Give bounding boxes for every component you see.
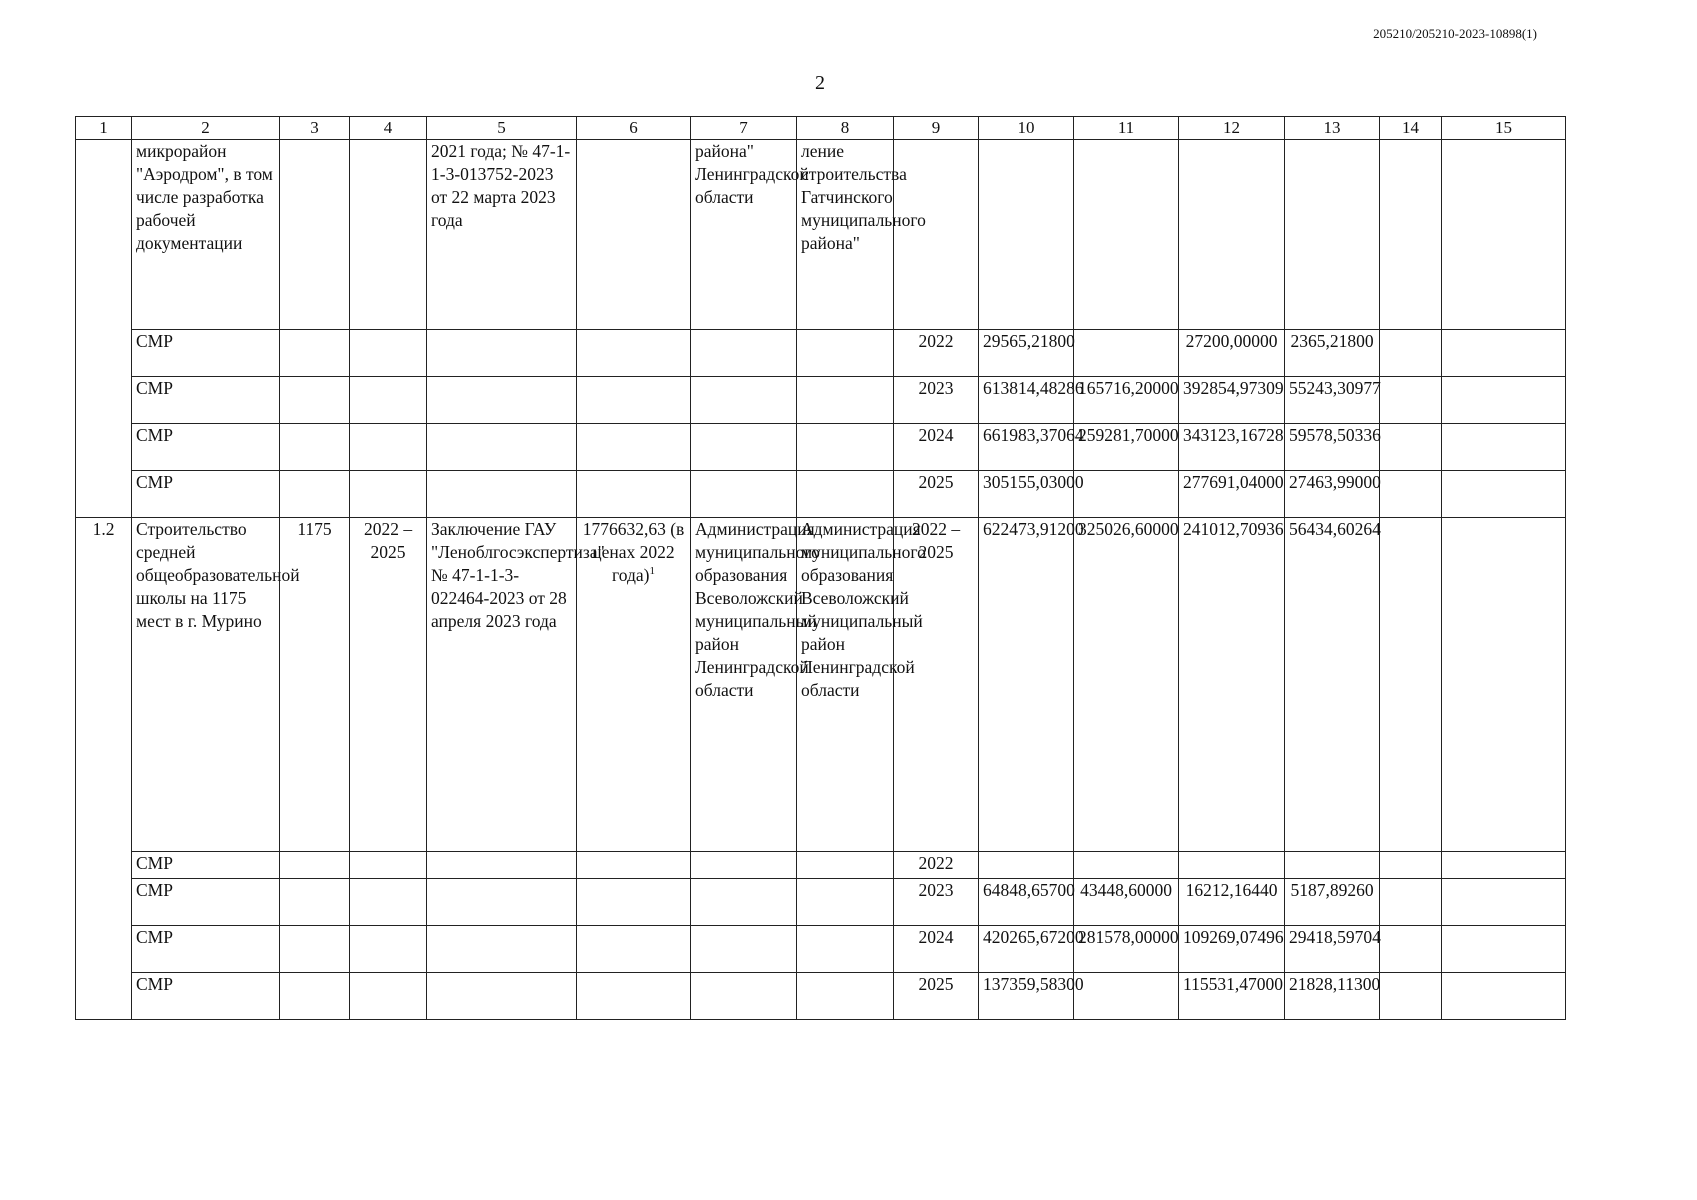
column-number: 14 [1380,117,1442,140]
capacity-cell: 1175 [280,518,350,852]
smr-row [76,973,1566,1020]
developer-cell: ление строительства Гатчинского муниципального района" [797,140,894,330]
column-number: 4 [350,117,427,140]
column-number: 5 [427,117,577,140]
item-row [76,518,1566,852]
developer-cell: Администрация муниципального образования Всеволожский муниципальный район Ленинградской области [797,518,894,852]
smr-row [76,852,1566,879]
value-col12 [1179,852,1285,879]
column-number: 8 [797,117,894,140]
value-col11: 281578,00000 [1074,926,1179,973]
value-col13 [1285,852,1380,879]
value-col10: 661983,37064 [979,424,1074,471]
year-cell: 2022 [894,330,979,377]
year-cell: 2023 [894,377,979,424]
column-number: 15 [1442,117,1566,140]
smr-label: СМР [132,973,280,1020]
smr-label: СМР [132,424,280,471]
value-col13: 2365,21800 [1285,330,1380,377]
value-col13: 21828,11300 [1285,973,1380,1020]
column-number: 1 [76,117,132,140]
value-col12: 277691,04000 [1179,471,1285,518]
value-col12: 109269,07496 [1179,926,1285,973]
smr-row [76,879,1566,926]
smr-row [76,471,1566,518]
value-col10: 29565,21800 [979,330,1074,377]
document-id: 205210/205210-2023-10898(1) [1373,26,1537,41]
object-name-cell: Строительство средней общеобразовательной школы на 1175 мест в г. Мурино [132,518,280,852]
value-col11: 43448,60000 [1074,879,1179,926]
year-cell: 2023 [894,879,979,926]
smr-label: СМР [132,879,280,926]
value-col11: 325026,60000 [1074,518,1179,852]
value-col10 [979,852,1074,879]
value-col11 [1074,330,1179,377]
value-col13: 59578,50336 [1285,424,1380,471]
year-cell: 2025 [894,973,979,1020]
value-col10: 613814,48286 [979,377,1074,424]
value-col10: 64848,65700 [979,879,1074,926]
year-cell: 2025 [894,471,979,518]
smr-label: СМР [132,471,280,518]
footnote-marker: 1 [649,565,655,578]
value-col11 [1074,852,1179,879]
row-number-cell: 1.2 [76,518,132,852]
value-col13: 27463,99000 [1285,471,1380,518]
period-cell: 2022 – 2025 [350,518,427,852]
value-col12: 27200,00000 [1179,330,1285,377]
cost-cell [577,518,691,852]
column-number: 13 [1285,117,1380,140]
value-col12: 115531,47000 [1179,973,1285,1020]
smr-row [76,926,1566,973]
column-number: 6 [577,117,691,140]
value-col10: 420265,67200 [979,926,1074,973]
value-col11: 165716,20000 [1074,377,1179,424]
expertise-cell: 2021 года; № 47-1-1-3-013752-2023 от 22 марта 2023 года [427,140,577,330]
year-cell: 2024 [894,424,979,471]
continued-row [76,140,1566,330]
value-col10: 305155,03000 [979,471,1074,518]
object-name-cell: микрорайон "Аэродром", в том числе разработка рабочей документации [132,140,280,330]
smr-row [76,377,1566,424]
value-col13: 56434,60264 [1285,518,1380,852]
value-col10: 137359,58300 [979,973,1074,1020]
column-number: 10 [979,117,1074,140]
value-col11: 259281,70000 [1074,424,1179,471]
smr-label: СМР [132,330,280,377]
smr-label: СМР [132,926,280,973]
column-number: 12 [1179,117,1285,140]
value-col12: 241012,70936 [1179,518,1285,852]
year-cell: 2022 [894,852,979,879]
investment-table [75,116,1566,1020]
column-number: 11 [1074,117,1179,140]
customer-cell: района" Ленинградской области [691,140,797,330]
cost-value: 1776632,63 (в ценах 2022 года) [582,519,685,585]
customer-cell: Администрация муниципального образования Всеволожский муниципальный район Ленинградской области [691,518,797,852]
value-col10: 622473,91200 [979,518,1074,852]
value-col13: 55243,30977 [1285,377,1380,424]
column-number: 9 [894,117,979,140]
row-number-cell [76,140,132,330]
smr-label: СМР [132,852,280,879]
value-col13: 29418,59704 [1285,926,1380,973]
value-col13: 5187,89260 [1285,879,1380,926]
smr-row [76,424,1566,471]
column-number: 3 [280,117,350,140]
column-number: 2 [132,117,280,140]
smr-row [76,330,1566,377]
value-col12: 16212,16440 [1179,879,1285,926]
expertise-cell: Заключение ГАУ "Леноблгосэкспертиза" № 47-1-1-3-022464-2023 от 28 апреля 2023 года [427,518,577,852]
years-cell: 2022 – 2025 [894,518,979,852]
value-col11 [1074,973,1179,1020]
value-col11 [1074,471,1179,518]
value-col12: 392854,97309 [1179,377,1285,424]
page-number: 2 [815,72,825,94]
value-col12: 343123,16728 [1179,424,1285,471]
year-cell: 2024 [894,926,979,973]
column-number: 7 [691,117,797,140]
column-number-row [76,117,1566,140]
smr-label: СМР [132,377,280,424]
